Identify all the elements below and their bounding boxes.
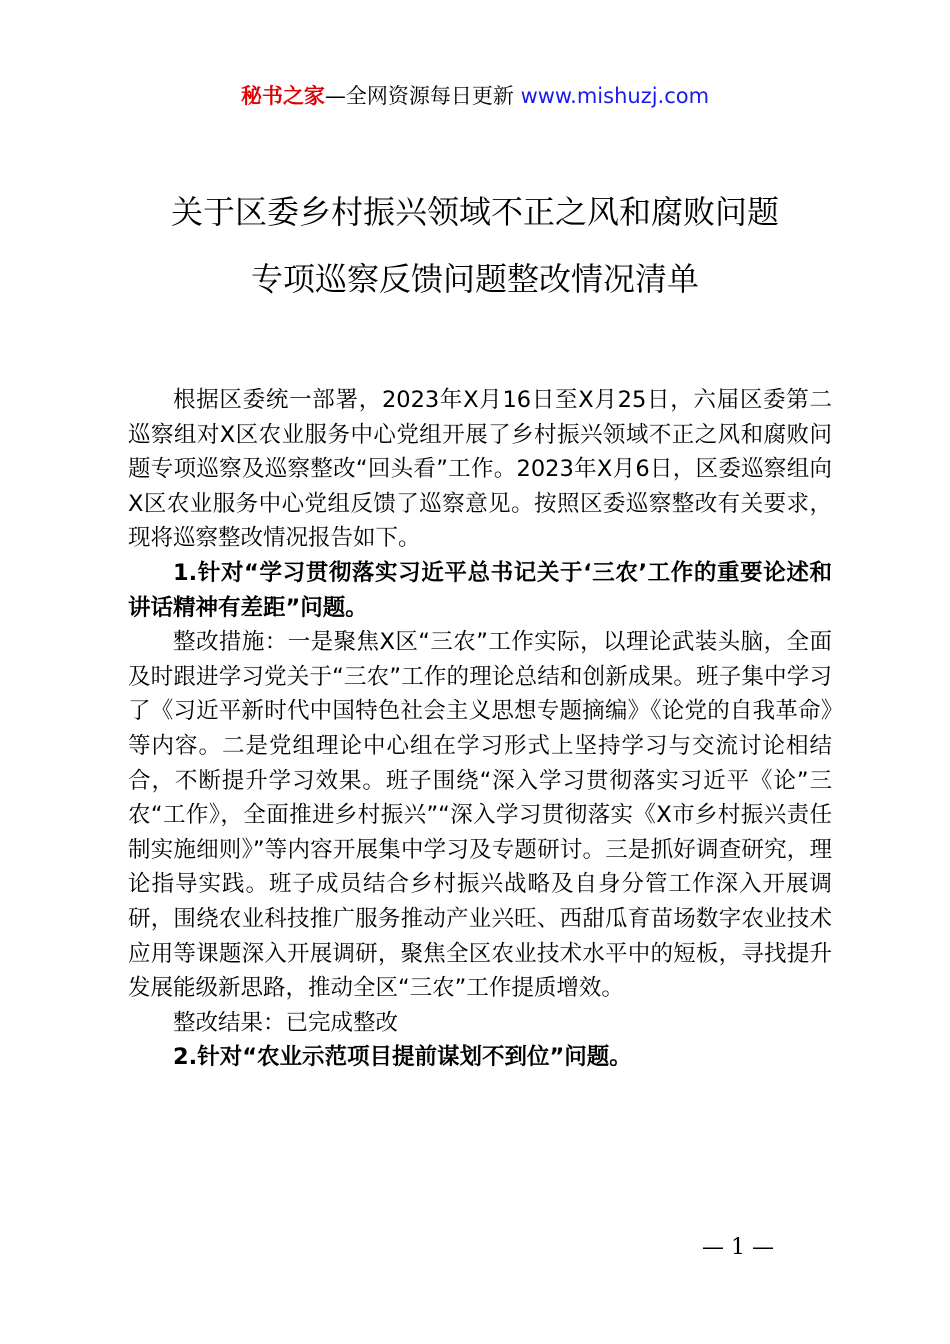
site-brand: 秘书之家 xyxy=(240,84,325,108)
document-title-line-2: 专项巡察反馈问题整改情况清单 xyxy=(250,260,699,298)
page-number: — 1 — xyxy=(702,1235,774,1260)
document-title-line-1: 关于区委乡村振兴领域不正之风和腐败问题 xyxy=(170,193,779,231)
site-slogan: —全网资源每日更新 xyxy=(324,84,514,108)
issue-heading-1: 1.针对“学习贯彻落实习近平总书记关于‘三农’工作的重要论述和讲话精神有差距”问题。 xyxy=(128,559,832,621)
site-url-link[interactable]: www.mishuzj.com xyxy=(520,84,710,108)
document-body xyxy=(128,383,832,1075)
result-paragraph: 整改结果：已完成整改 xyxy=(173,1009,399,1036)
issue-heading-2: 2.针对“农业示范项目提前谋划不到位”问题。 xyxy=(173,1044,632,1071)
measures-paragraph: 整改措施：一是聚焦X区“三农”工作实际，以理论武装头脑，全面及时跟进学习党关于“三农”工作的理论总结和创新成果。班子集中学习了《习近平新时代中国特色社会主义思想专题摘编》《论党的自我革命》等内容。二是党组理论中心组在学习形式上坚持学习与交流讨论相结合，不断提升学习效果。班子围绕“深入学习贯彻落实习近平《论”三农“工作》，全面推进乡村振兴”“深入学习贯彻落实《X市乡村振兴责任制实施细则》”等内容开展集中学习及专题研讨。三是抓好调查研究，理论指导实践。班子成员结合乡村振兴战略及自身分管工作深入开展调研，围绕农业科技推广服务推动产业兴旺、西甜瓜育苗场数字农业技术应用等课题深入开展调研，聚焦全区农业技术水平中的短板，寻找提升发展能级新思路，推动全区“三农”工作提质增效。 xyxy=(128,629,832,1002)
site-header xyxy=(0,80,950,112)
intro-paragraph: 根据区委统一部署，2023年X月16日至X月25日，六届区委第二巡察组对X区农业服务中心党组开展了乡村振兴领域不正之风和腐败问题专项巡察及巡察整改“回头看”工作。2023年X月6日，区委巡察组向X区农业服务中心党组反馈了巡察意见。按照区委巡察整改有关要求，现将巡察整改情况报告如下。 xyxy=(128,387,832,552)
